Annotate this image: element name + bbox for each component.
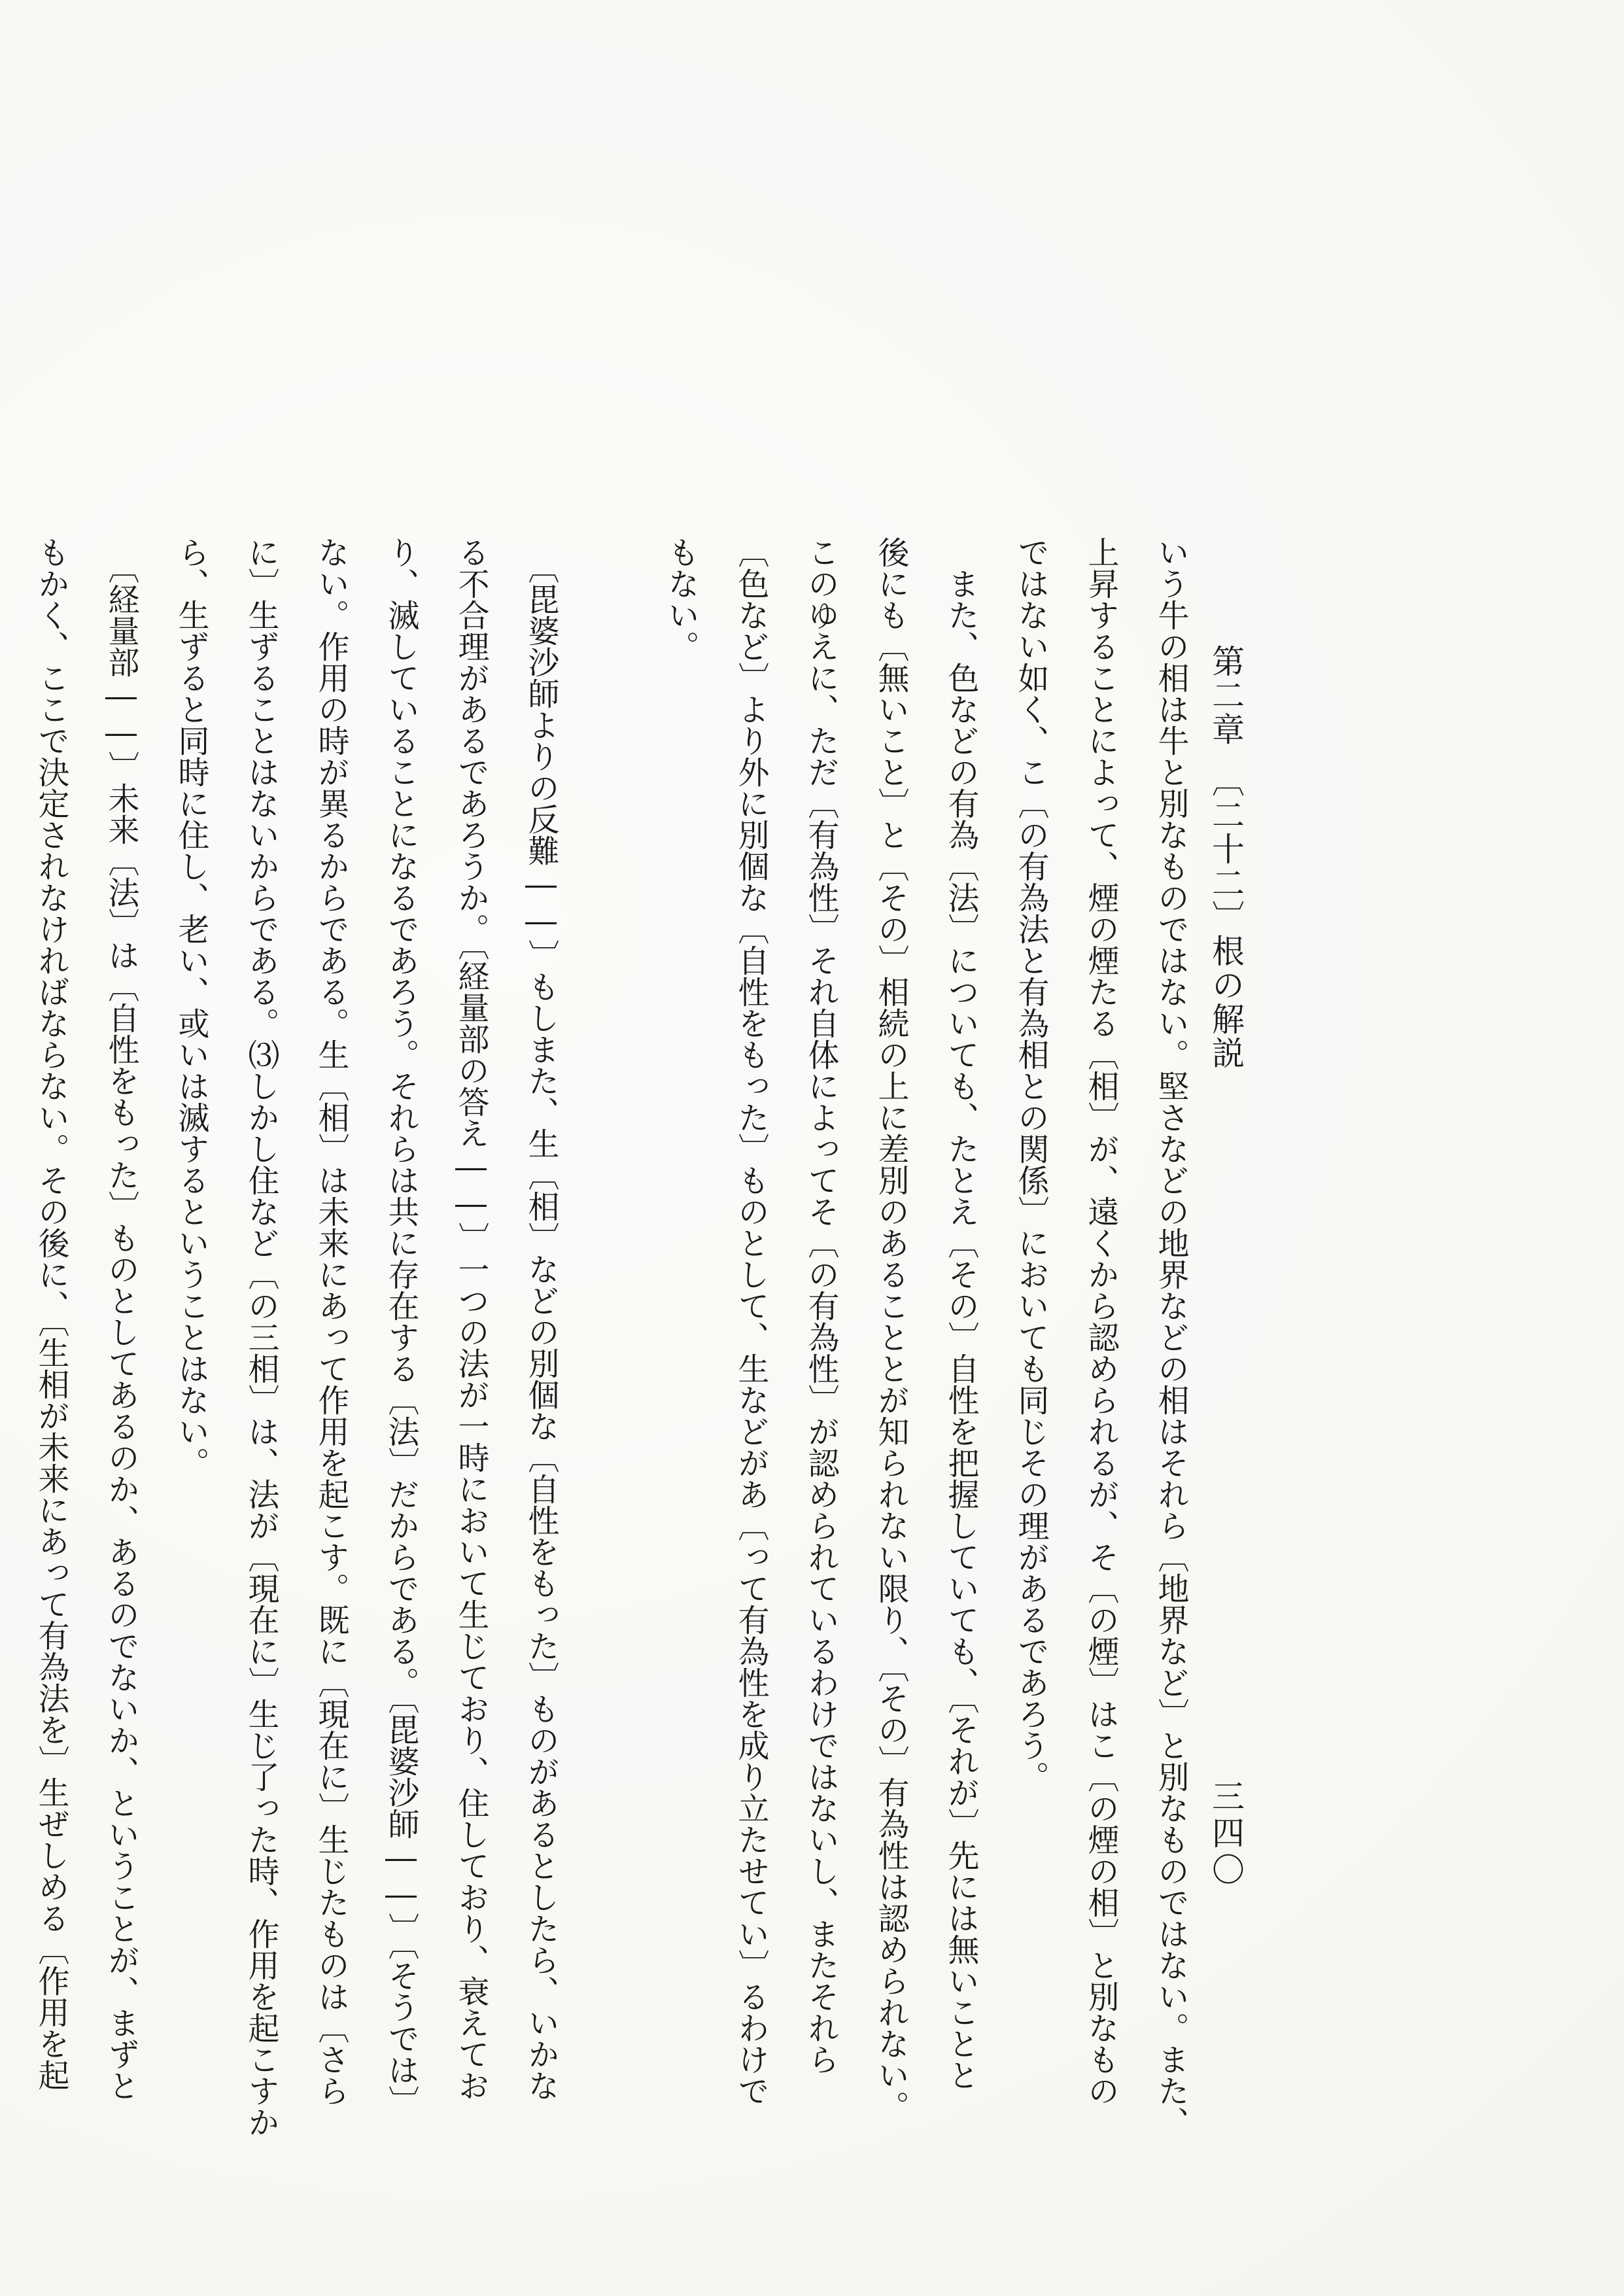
text-line: ではない如く、こ〔の有為法と有為相との関係〕においても同じその理があるであろう。 — [1012, 536, 1049, 1792]
text-line: いう牛の相は牛と別なものではない。堅さなどの地界などの相はそれら〔地界など〕と別なものではない。また、 — [1152, 536, 1189, 2138]
text-line: 後にも〔無いこと〕と〔その〕相続の上に差別のあることとが知られない限り、〔その〕有為性は認められない。 — [872, 536, 909, 2122]
text-line: り、滅していることになるであろう。それらは共に存在する〔法〕だからである。〔毘婆沙師――〕〔そうでは〕 — [383, 536, 419, 2117]
body-text — [16, 536, 1205, 2138]
text-line: また、色などの有為〔法〕についても、たとえ〔その〕自性を把握していても、〔それが〕先には無いことと — [942, 536, 979, 2091]
text-line: ない。作用の時が異るからである。生〔相〕は未来にあって作用を起こす。既に〔現在に〕生じたものは〔さら — [313, 536, 349, 2106]
text-line: もかく、ここで決定されなければならない。その後に、〔生相が未来にあって有為法を〕生ぜしめる〔作用を起 — [33, 536, 69, 2091]
paragraph-gap — [576, 536, 646, 2106]
text-line: 〔色など〕より外に別個な〔自性をもった〕ものとして、生などがあ〔って有為性を成り立たせてい〕るわけで — [733, 536, 769, 2106]
text-line: このゆえに、ただ〔有為性〕それ自体によってそ〔の有為性〕が認められているわけではないし、またそれら — [803, 536, 839, 2075]
text-line: 上昇することによって、煙の煙たる〔相〕が、遠くから認められるが、そ〔の煙〕はこ〔の煙の相〕と別なもの — [1082, 536, 1119, 2106]
text-line: もない。 — [663, 536, 699, 662]
text-line: 〔毘婆沙師よりの反難――〕もしまた、生〔相〕などの別個な〔自性をもった〕ものがあるとしたら、いかな — [523, 536, 559, 2101]
text-line: に〕生ずることはないからである。⑶しかし住など〔の三相〕は、法が〔現在に〕生じ了った時、作用を起こすか — [243, 536, 279, 2138]
text-line: ら、生ずると同時に住し、老い、或いは滅するということはない。 — [173, 536, 209, 1478]
text-line: 〔経量部――〕未来〔法〕は〔自性をもった〕ものとしてあるのか、あるのでないか、ということが、まずと — [103, 536, 139, 2101]
running-head: 第二章 〔二十二〕根の解説 — [1207, 644, 1245, 1070]
text-line: る不合理があるであろうか。〔経量部の答え――〕一つの法が一時において生じており、住しており、衰えてお — [453, 536, 489, 2101]
page-number: 三四〇 — [1207, 1779, 1245, 1889]
